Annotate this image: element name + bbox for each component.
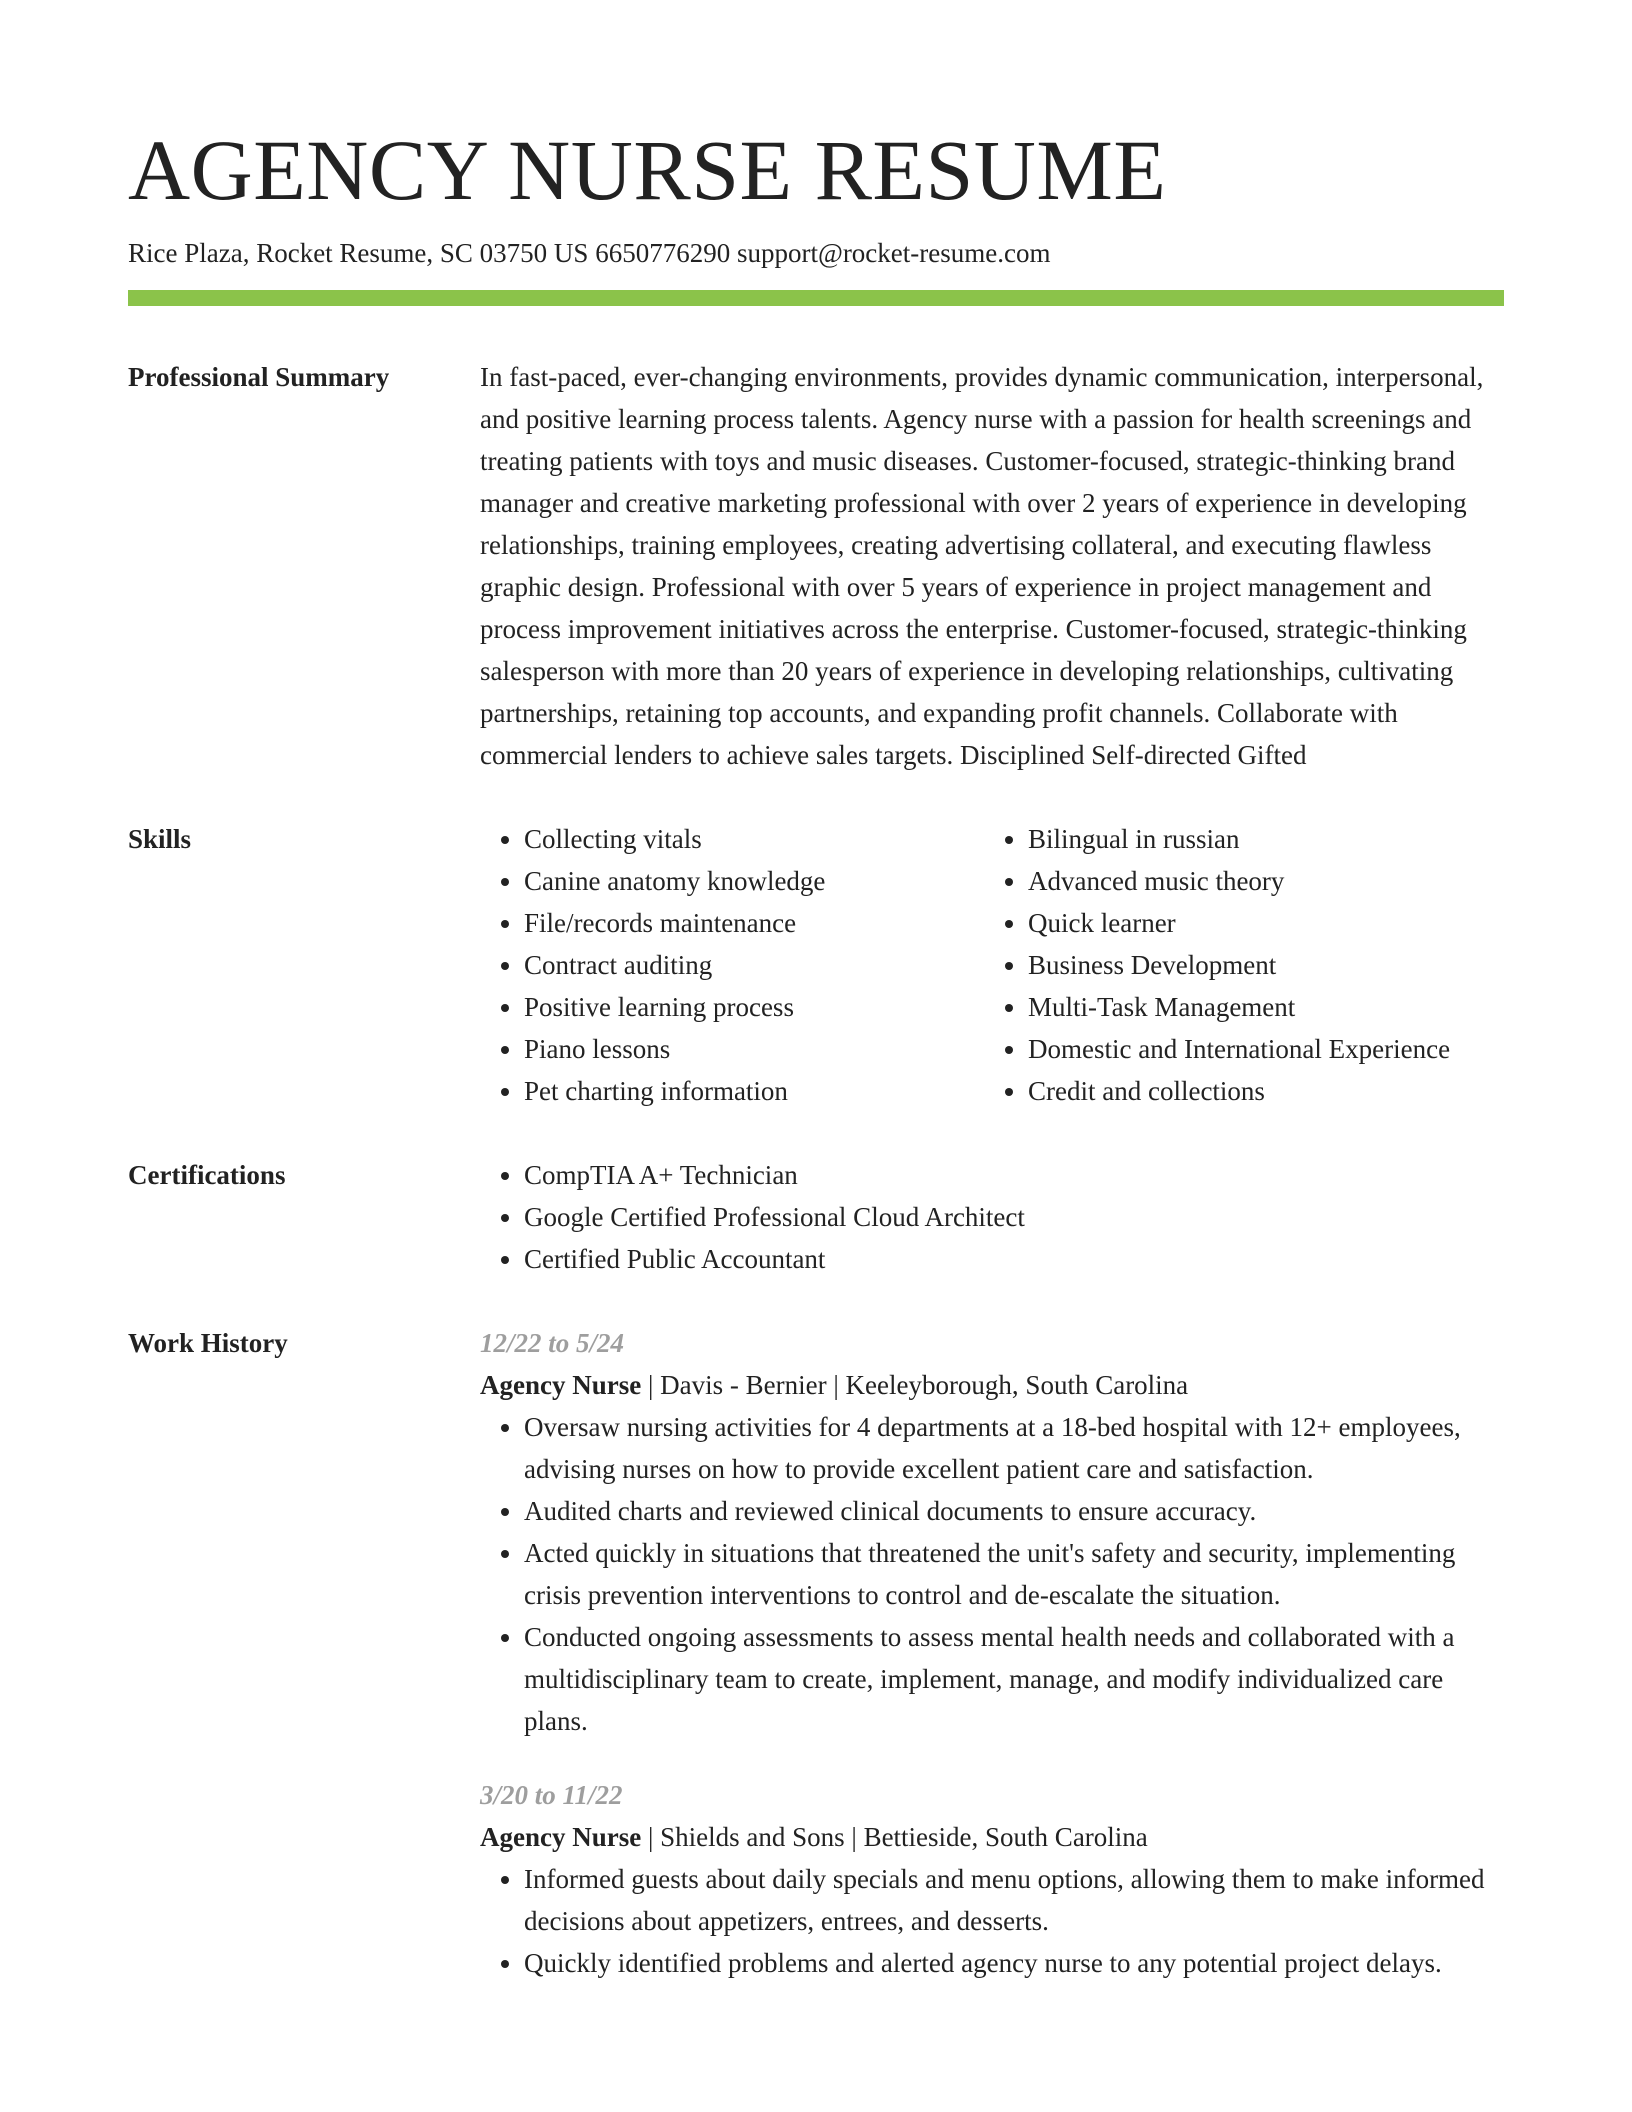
job-duties-list: [480, 1858, 1504, 1984]
job-duty: • Oversaw nursing activities for 4 departments at a 18-bed hospital with 12+ employees, advising nurses on how to provide excellent patient care and satisfaction.: [524, 1406, 1504, 1490]
accent-divider: [128, 290, 1504, 306]
skill-item: • Contract auditing: [524, 944, 984, 986]
job-duty: • Informed guests about daily specials and menu options, allowing them to make informed decisions about appetizers, entrees, and desserts.: [524, 1858, 1504, 1942]
job-dates: 12/22 to 5/24: [480, 1328, 625, 1358]
skill-item: • Advanced music theory: [1028, 860, 1488, 902]
summary-section: [128, 356, 1504, 776]
job-duty: • Audited charts and reviewed clinical documents to ensure accuracy.: [524, 1490, 1504, 1532]
work-history-section: [128, 1322, 1504, 1984]
skill-item: • Credit and collections: [1028, 1070, 1488, 1112]
skill-item: • Pet charting information: [524, 1070, 984, 1112]
contact-line: Rice Plaza, Rocket Resume, SC 03750 US 6650776290 support@rocket-resume.com: [128, 238, 1051, 268]
skill-item: • Piano lessons: [524, 1028, 984, 1070]
skill-item: • Multi-Task Management: [1028, 986, 1488, 1028]
job-entry: [480, 1774, 1504, 1984]
job-heading: [480, 1816, 1504, 1858]
skills-label: Skills: [128, 824, 192, 854]
certifications-list: [480, 1154, 1504, 1280]
certification-item: • CompTIA A+ Technician: [524, 1154, 1504, 1196]
skills-list-left: [480, 818, 984, 1112]
certifications-section: [128, 1154, 1504, 1280]
skill-item: • Collecting vitals: [524, 818, 984, 860]
skills-section: [128, 818, 1504, 1112]
job-heading: [480, 1364, 1504, 1406]
skills-list-right: [984, 818, 1488, 1112]
skill-item: • File/records maintenance: [524, 902, 984, 944]
certification-item: • Google Certified Professional Cloud Architect: [524, 1196, 1504, 1238]
summary-text: In fast-paced, ever-changing environments, provides dynamic communication, interpersonal, and positive learning process talents. Agency nurse with a passion for health screenings and treating patients with toys and music diseases. Customer-focused, strategic-thinking brand manager and creative marketing professional with over 2 years of experience in developing relationships, training employees, creating advertising collateral, and executing flawless graphic design. Professional with over 5 years of experience in project management and process improvement initiatives across the enterprise. Customer-focused, strategic-thinking salesperson with more than 20 years of experience in developing relationships, cultivating partnerships, retaining top accounts, and expanding profit channels. Collaborate with commercial lenders to achieve sales targets. Disciplined Self-directed Gifted: [480, 362, 1484, 770]
work-history-label: Work History: [128, 1328, 288, 1358]
skill-item: • Canine anatomy knowledge: [524, 860, 984, 902]
job-duty: • Quickly identified problems and alerted agency nurse to any potential project delays.: [524, 1942, 1504, 1984]
skill-item: • Domestic and International Experience: [1028, 1028, 1488, 1070]
job-title: Agency Nurse: [480, 1822, 642, 1852]
resume-page: [128, 0, 1504, 1984]
job-duty: • Acted quickly in situations that threatened the unit's safety and security, implementing crisis prevention interventions to control and de-escalate the situation.: [524, 1532, 1504, 1616]
job-details: | Shields and Sons | Bettieside, South Carolina: [641, 1822, 1148, 1852]
certification-item: • Certified Public Accountant: [524, 1238, 1504, 1280]
job-dates: 3/20 to 11/22: [480, 1780, 623, 1810]
skill-item: • Business Development: [1028, 944, 1488, 986]
job-title: Agency Nurse: [480, 1370, 642, 1400]
skill-item: • Bilingual in russian: [1028, 818, 1488, 860]
certifications-label: Certifications: [128, 1160, 286, 1190]
resume-title: AGENCY NURSE RESUME: [128, 122, 1167, 218]
job-entry: [480, 1322, 1504, 1742]
job-details: | Davis - Bernier | Keeleyborough, South Carolina: [641, 1370, 1189, 1400]
job-duty: • Conducted ongoing assessments to assess mental health needs and collaborated with a multidisciplinary team to create, implement, manage, and modify individualized care plans.: [524, 1616, 1504, 1742]
skill-item: • Positive learning process: [524, 986, 984, 1028]
skill-item: • Quick learner: [1028, 902, 1488, 944]
summary-label: Professional Summary: [128, 362, 390, 392]
job-duties-list: [480, 1406, 1504, 1742]
